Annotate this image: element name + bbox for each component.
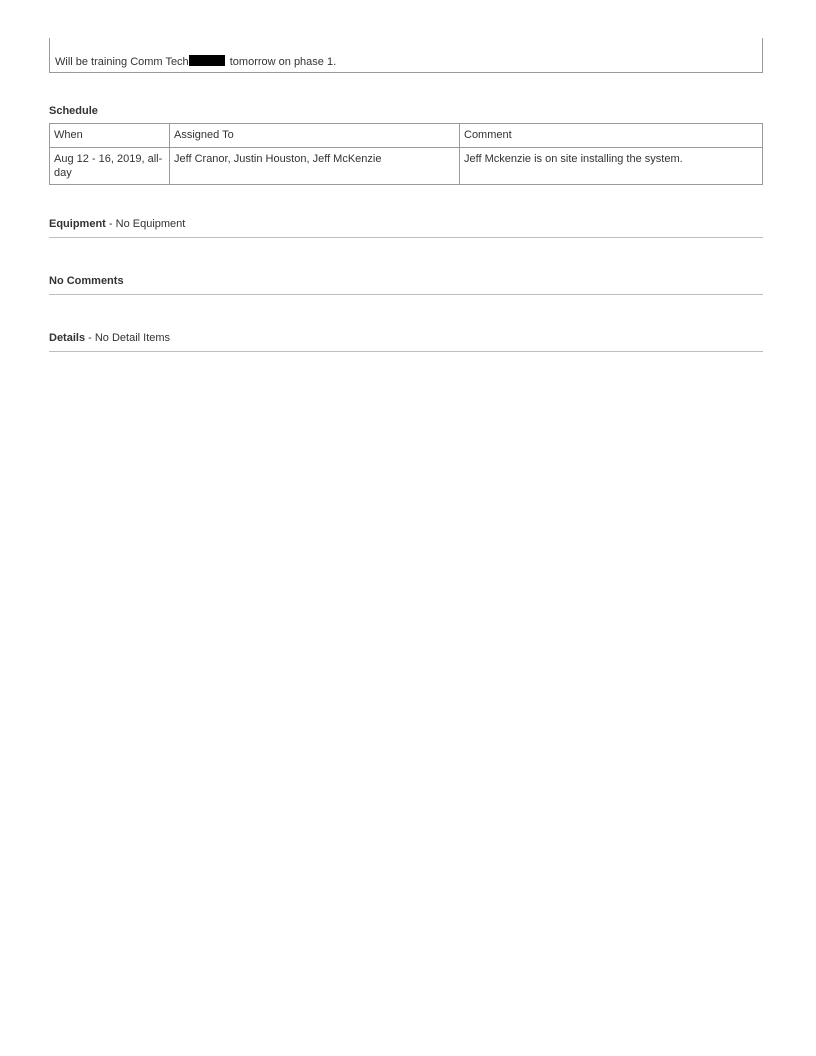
redaction-block [189,55,225,66]
header-when: When [50,124,170,148]
details-section [49,332,763,352]
schedule-title: Schedule [49,105,98,117]
details-title: Details [49,332,86,344]
schedule-table [49,123,763,185]
cell-when: Aug 12 - 16, 2019, all-day [50,148,170,185]
note-box [49,38,763,73]
note-text-after: tomorrow on phase 1. [229,56,337,68]
comments-section [49,275,763,295]
cell-assigned-to: Jeff Cranor, Justin Houston, Jeff McKenzie [170,148,460,185]
note-text [55,55,336,68]
equipment-section [49,218,763,238]
details-value: - No Detail Items [88,332,171,344]
equipment-value: - No Equipment [108,218,186,230]
equipment-title: Equipment [49,218,106,230]
cell-comment: Jeff Mckenzie is on site installing the system. [460,148,763,185]
header-assigned-to: Assigned To [170,124,460,148]
table-row [50,148,763,185]
header-comment: Comment [460,124,763,148]
note-text-before: Will be training Comm Tech [55,56,189,68]
table-header-row [50,124,763,148]
comments-title: No Comments [49,275,124,287]
